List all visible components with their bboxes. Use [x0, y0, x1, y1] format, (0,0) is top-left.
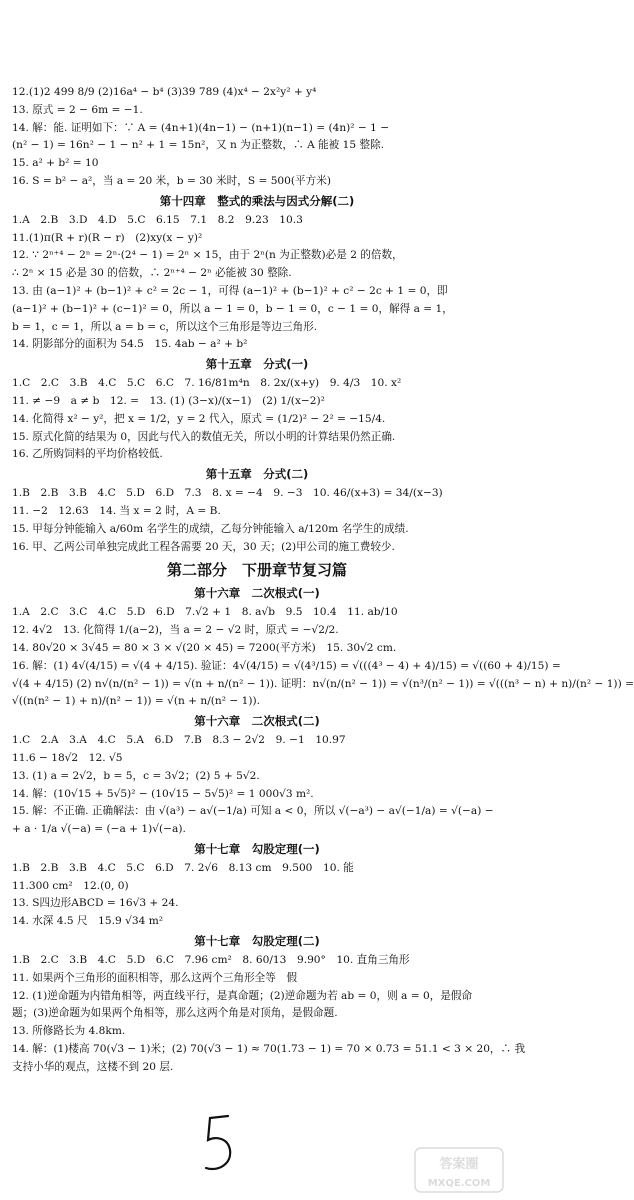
answer-line: 16. 解：(1) 4√(4/15) = √(4 + 4/15). 验证：4√(4/15) = √(4³/15) = √(((4³ − 4) + 4)/15) = √((60 + 4)/15) = [12, 659, 561, 672]
answer-line: ∴ 2ⁿ × 15 必是 30 的倍数，∴ 2ⁿ⁺⁴ − 2ⁿ 必能被 30 整除. [12, 267, 292, 280]
answer-line: √(4 + 4/15) (2) n√(n/(n² − 1)) = √(n + n/(n² − 1)). 证明：n√(n/(n² − 1)) = √(n³/(n² − 1)) = √(((n³ − n) + n)/(n² − 1)) = [12, 677, 634, 690]
chapter-heading: 第十七章 勾股定理(二) [194, 934, 320, 949]
answer-line: 15. 解：不正确. 正确解法：由 √(a³) − a√(−1/a) 可知 a < 0，所以 √(−a³) − a√(−1/a) = √(−a) − [12, 805, 494, 818]
answer-line: 16. 甲、乙两公司单独完成此工程各需要 20 天，30 天；(2)甲公司的施工费较少. [12, 540, 395, 553]
answer-line: 14. 解：(1)楼高 70(√3 − 1)米；(2) 70(√3 − 1) ≈ 70(1.73 − 1) = 70 × 0.73 = 51.1 < 3 × 20，∴ 我 [12, 1043, 526, 1056]
answer-line: 13. 由 (a−1)² + (b−1)² + c² = 2c − 1，可得 (a−1)² + (b−1)² + c² − 2c + 1 = 0，即 [12, 284, 448, 297]
answer-line: 12.(1)2 499 8/9 (2)16a⁴ − b⁴ (3)39 789 (4)x⁴ − 2x²y² + y⁴ [12, 86, 317, 98]
answer-line: 14. 水深 4.5 尺 15.9 √34 m² [12, 915, 164, 928]
answer-line: 15. 原式化简的结果为 0，因此与代入的数值无关，所以小明的计算结果仍然正确. [12, 430, 396, 443]
answer-line: 1.A 2.C 3.C 4.C 5.D 6.D 7.√2 + 1 8. a√b 9.5 10.4 11. ab/10 [12, 606, 398, 619]
answer-line: (n² − 1) = 16n² − 1 − n² + 1 = 15n²，又 n 为正整数，∴ A 能被 15 整除. [12, 139, 385, 152]
answer-line: (a−1)² + (b−1)² + (c−1)² = 0，所以 a − 1 = 0，b − 1 = 0，c − 1 = 0，解得 a = 1， [12, 302, 453, 315]
part-title: 第二部分 下册章节复习篇 [166, 561, 347, 580]
answer-line: 11.6 − 18√2 12. √5 [12, 751, 123, 764]
chapter-heading: 第十五章 分式(一) [205, 357, 309, 372]
answer-line: 题；(3)逆命题为如果两个角相等，那么这两个角是对顶角，是假命题. [12, 1007, 338, 1020]
answer-line: 15. 甲每分钟能输入 a/60m 名学生的成绩，乙每分钟能输入 a/120m 名学生的成绩. [12, 522, 409, 535]
answer-line: 11. 如果两个三角形的面积相等，那么这两个三角形全等 假 [12, 971, 298, 984]
svg-text:MXQE.COM: MXQE.COM [427, 1178, 491, 1189]
answer-line: 12. 4√2 13. 化简得 1/(a−2)，当 a = 2 − √2 时，原式 = −√2/2. [12, 624, 339, 637]
watermark-logo [413, 1146, 505, 1194]
answer-line: 13. 所修路长为 4.8km. [12, 1025, 126, 1038]
answer-line: 支持小华的观点，这楼不到 20 层. [12, 1060, 174, 1073]
answer-line: 12. (1)逆命题为内错角相等，两直线平行，是真命题；(2)逆命题为若 ab = 0，则 a = 0，是假命 [12, 989, 473, 1002]
answer-line: b = 1，c = 1，所以 a = b = c，所以这个三角形是等边三角形. [12, 320, 318, 333]
answer-line: 15. a² + b² = 10 [12, 157, 99, 170]
chapter-heading: 第十六章 二次根式(二) [194, 714, 320, 729]
answer-line: 1.B 2.C 3.B 4.C 5.D 6.C 7.96 cm² 8. 60/13 9.90° 10. 直角三角形 [12, 954, 410, 967]
answer-line: 1.B 2.B 3.B 4.C 5.D 6.D 7.3 8. x = −4 9. −3 10. 46/(x+3) = 34/(x−3) [12, 487, 443, 500]
answer-line: 11. ≠ −9 a ≠ b 12. = 13. (1) (3−x)/(x−1) (2) 1/(x−2)² [12, 394, 325, 407]
answer-line: 12. ∵ 2ⁿ⁺⁴ − 2ⁿ = 2ⁿ·(2⁴ − 1) = 2ⁿ × 15，由于 2ⁿ(n 为正整数)必是 2 的倍数， [12, 249, 403, 262]
answer-line: 1.B 2.B 3.B 4.C 5.C 6.D 7. 2√6 8.13 cm 9.500 10. 能 [12, 861, 354, 874]
answer-line: 16. 乙所购饲料的平均价格较低. [12, 448, 163, 461]
svg-text:答案圈: 答案圈 [439, 1157, 479, 1172]
answer-line: 11. −2 12.63 14. 当 x = 2 时，A = B. [12, 504, 221, 517]
handwritten-page-number [198, 1110, 242, 1180]
answer-line: 14. 解：能. 证明如下：∵ A = (4n+1)(4n−1) − (n+1)(n−1) = (4n)² − 1 − [12, 121, 390, 134]
answer-line: + a · 1/a √(−a) = (−a + 1)√(−a). [12, 823, 186, 836]
chapter-heading: 第十七章 勾股定理(一) [194, 841, 320, 856]
chapter-heading: 第十四章 整式的乘法与因式分解(二) [159, 193, 355, 208]
answer-line: 11.300 cm² 12.(0, 0) [12, 879, 129, 892]
answer-line: 13. S四边形ABCD = 16√3 + 24. [12, 897, 179, 910]
answer-line: 1.C 2.C 3.B 4.C 5.C 6.C 7. 16/81m⁴n 8. 2x/(x+y) 9. 4/3 10. x² [12, 377, 402, 390]
answer-line: 1.A 2.B 3.D 4.D 5.C 6.15 7.1 8.2 9.23 10.3 [12, 213, 303, 226]
answer-line: 14. 解：(10√15 + 5√5)² − (10√15 − 5√5)² = 1 000√3 m². [12, 787, 314, 800]
answer-line: 14. 80√20 × 3√45 = 80 × 3 × √(20 × 45) = 7200(平方米) 15. 30√2 cm. [12, 641, 397, 654]
answer-line: √((n(n² − 1) + n)/(n² − 1)) = √(n + n/(n² − 1)). [12, 695, 260, 708]
answer-line: 13. (1) a = 2√2，b = 5，c = 3√2；(2) 5 + 5√2. [12, 769, 260, 782]
answer-page [12, 84, 634, 1077]
chapter-heading: 第十六章 二次根式(一) [194, 586, 320, 601]
answer-line: 1.C 2.A 3.A 4.C 5.A 6.D 7.B 8.3 − 2√2 9. −1 10.97 [12, 734, 346, 747]
chapter-heading: 第十五章 分式(二) [205, 467, 309, 482]
answer-line: 13. 原式 = 2 − 6m = −1. [12, 103, 143, 116]
answer-line: 16. S = b² − a²，当 a = 20 米，b = 30 米时，S = 500(平方米) [12, 174, 331, 187]
answer-line: 14. 阴影部分的面积为 54.5 15. 4ab − a² + b² [12, 338, 248, 351]
answer-line: 14. 化简得 x² − y²，把 x = 1/2，y = 2 代入，原式 = (1/2)² − 2² = −15/4. [12, 412, 386, 425]
answer-line: 11.(1)π(R + r)(R − r) (2)xy(x − y)² [12, 231, 203, 244]
